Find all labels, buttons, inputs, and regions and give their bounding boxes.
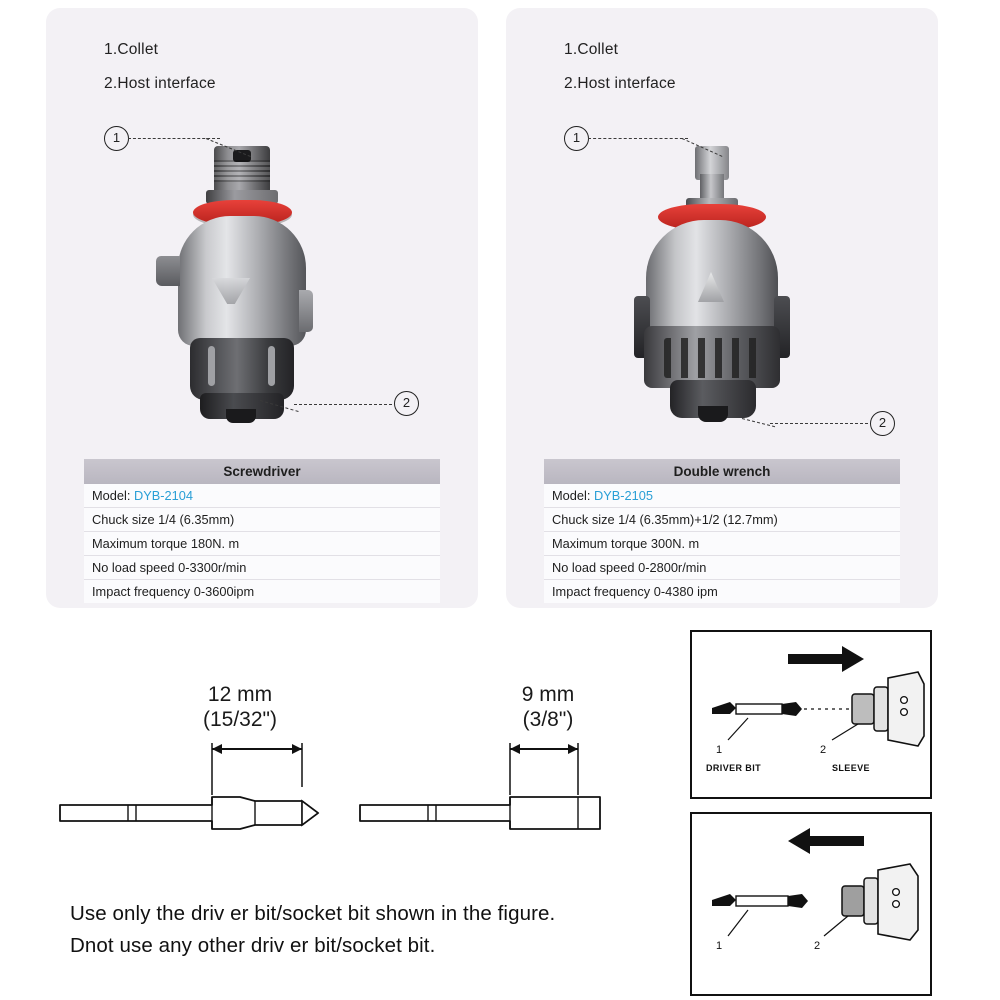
dimension-9mm-imperial: (3/8") <box>522 707 574 731</box>
panel-remove-diagram <box>692 814 926 990</box>
tool-body <box>646 220 778 338</box>
panel-caption-driver-bit: DRIVER BIT <box>706 763 762 773</box>
host-interface-part <box>200 393 284 419</box>
dimension-label-12mm <box>150 683 330 733</box>
vent-slots <box>664 338 760 378</box>
dimension-9mm-value: 9 mm <box>521 683 575 706</box>
spec-row-model <box>84 484 440 508</box>
callout-2-leader <box>294 404 392 405</box>
usage-instructions <box>70 898 555 962</box>
bit-dimension-drawings <box>40 735 660 885</box>
spec-row-max-torque: Maximum torque 300N. m <box>544 532 900 556</box>
panel-insert-bit <box>690 630 932 799</box>
lower-housing <box>190 338 294 400</box>
guide-pin-left <box>208 346 215 386</box>
spec-row-model <box>544 484 900 508</box>
card-note-collet: 1.Collet <box>104 41 159 58</box>
spec-row-no-load-speed: No load speed 0-3300r/min <box>84 556 440 580</box>
callout-1-leader <box>588 138 688 139</box>
usage-line-2: Dnot use any other driv er bit/socket bit. <box>70 933 436 957</box>
callout-2: 2 <box>394 391 419 416</box>
callout-2: 2 <box>870 411 895 436</box>
dimension-12mm-imperial: (15/32") <box>203 707 277 731</box>
panel-remove-bit <box>690 812 932 996</box>
dimension-12mm-value: 12 mm <box>207 683 273 706</box>
collet-knurling <box>214 160 270 182</box>
spec-row-chuck-size: Chuck size 1/4 (6.35mm)+1/2 (12.7mm) <box>544 508 900 532</box>
card-note-host-interface: 2.Host interface <box>104 75 216 92</box>
spec-row-impact-frequency: Impact frequency 0-4380 ipm <box>544 580 900 603</box>
product-card-screwdriver <box>46 8 478 608</box>
spec-row-impact-frequency: Impact frequency 0-3600ipm <box>84 580 440 603</box>
host-interface-part <box>670 380 756 418</box>
spec-model-label: Model: <box>92 488 134 503</box>
panel-number-2: 2 <box>814 940 821 952</box>
guide-pin-right <box>268 346 275 386</box>
card-note-collet: 1.Collet <box>564 41 619 58</box>
spec-model-label: Model: <box>552 488 594 503</box>
panel-number-1: 1 <box>716 744 723 756</box>
callout-1: 1 <box>564 126 589 151</box>
spec-table-title: Screwdriver <box>84 459 440 484</box>
panel-caption-sleeve: SLEEVE <box>832 763 870 773</box>
callout-2-leader <box>770 423 868 424</box>
spec-model-value: DYB-2104 <box>133 488 194 503</box>
dimension-label-9mm <box>458 683 638 733</box>
spec-table-screwdriver <box>84 459 440 603</box>
side-lever-right <box>299 290 313 332</box>
panel-number-2: 2 <box>820 744 827 756</box>
callout-1: 1 <box>104 126 129 151</box>
side-lever-left <box>156 256 180 286</box>
spec-row-max-torque: Maximum torque 180N. m <box>84 532 440 556</box>
spec-model-value: DYB-2105 <box>593 488 654 503</box>
usage-line-1: Use only the driv er bit/socket bit shown in the figure. <box>70 902 556 925</box>
spec-table-double-wrench <box>544 459 900 603</box>
spec-row-chuck-size: Chuck size 1/4 (6.35mm) <box>84 508 440 532</box>
card-note-host-interface: 2.Host interface <box>564 75 676 92</box>
tool-body <box>178 216 306 346</box>
spec-row-no-load-speed: No load speed 0-2800r/min <box>544 556 900 580</box>
product-card-double-wrench <box>506 8 938 608</box>
spec-table-title: Double wrench <box>544 459 900 484</box>
panel-number-1: 1 <box>716 940 723 952</box>
